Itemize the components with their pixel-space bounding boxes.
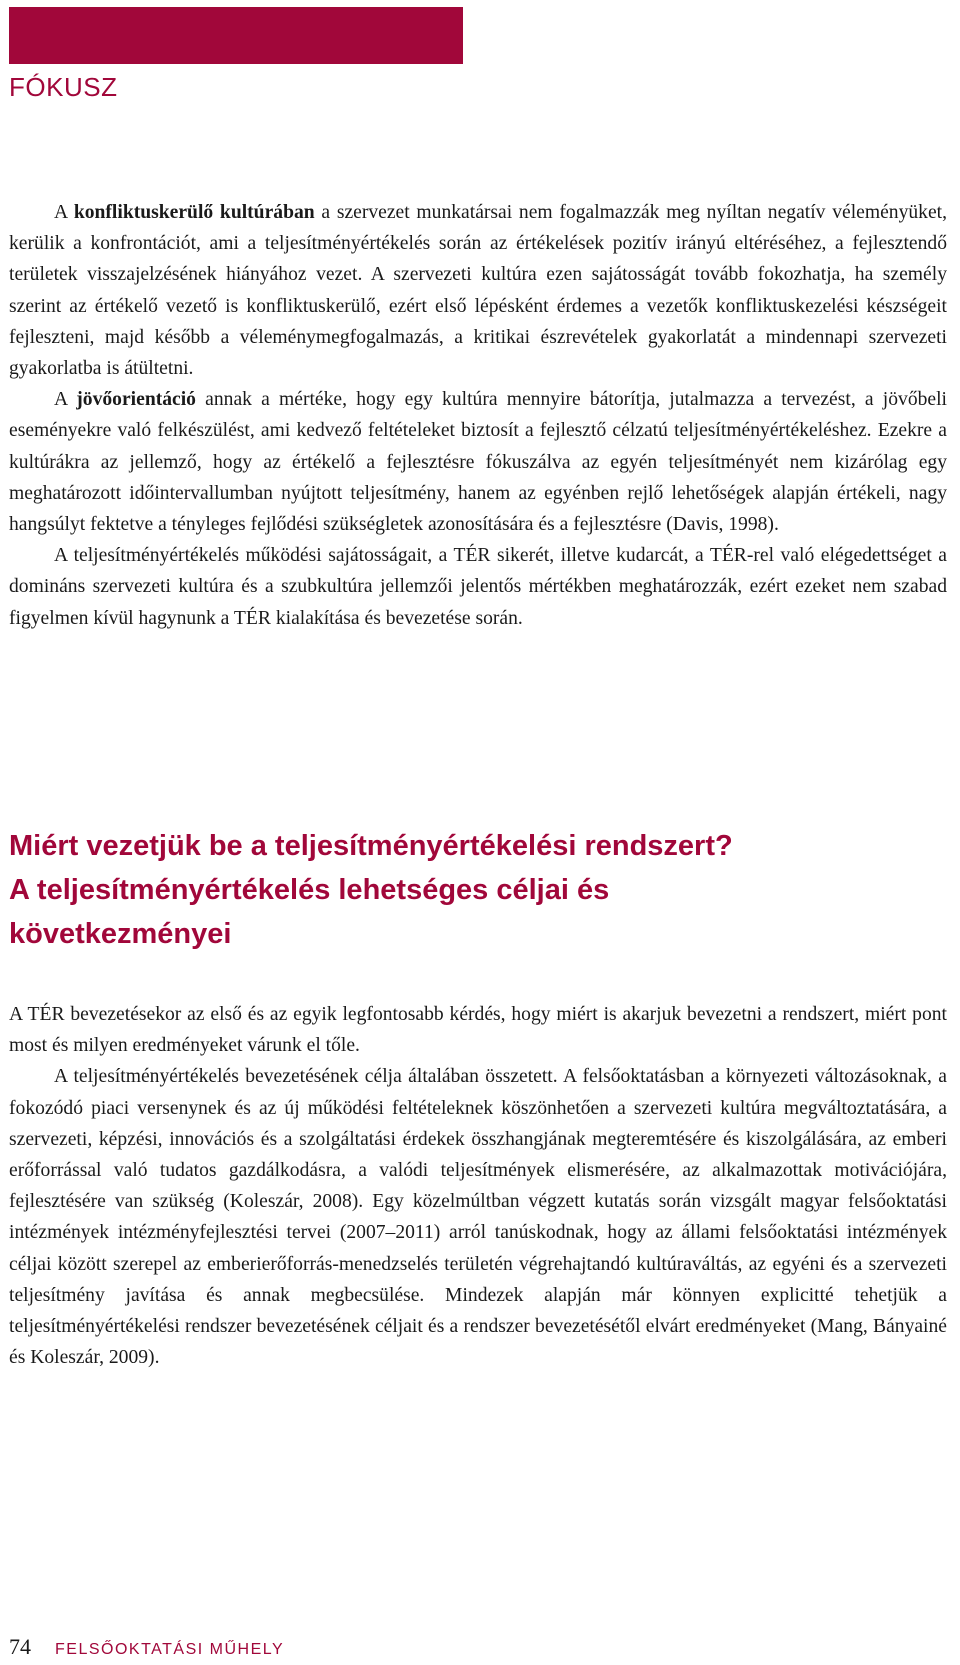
section-heading: [9, 824, 949, 956]
paragraph-lead: A: [54, 389, 77, 411]
section-label: FÓKUSZ: [9, 72, 118, 102]
paragraph-goals: A teljesítményértékelés bevezetésének célja általában összetett. A felsőoktatásban a környezeti változásoknak, a fokozódó piaci versenynek és az új működési feltételeknek köszönhetően a szervezeti kultúra megváltoztatására, a szervezeti, képzési, innovációs és a szolgáltatási érdekek összhangjának megteremtésére és kiszolgálására, az emberi erőforrással való tudatos gazdálkodásra, a valódi teljesítmények elismerésére, az alkalmazottak motivációjára, fejlesztésére van szükség (Koleszár, 2008). Egy közelmúltban végzett kutatás során vizsgált magyar felsőoktatási intézmények intézményfejlesztési tervei (2007–2011) arról tanúskodnak, hogy az állami felsőoktatási intézmények céljai között szerepel az emberierőforrás-menedzselés területén végrehajtandó kultúraváltás, az egyéni és a szervezeti teljesítmény javítása és annak megbecsülése. Mindezek alapján már könnyen explicitté tehetjük a teljesítményértékelési rendszer bevezetésének céljait és a rendszer bevezetésétől elvárt eredményeket (Mang, Bányainé és Koleszár, 2009).: [9, 1066, 947, 1369]
paragraph-body: annak a mértéke, hogy egy kultúra mennyire bátorítja, jutalmazza a tervezést, a jövőbeli eseményekre való felkészülést, ami kedvező feltételeket biztosít a fejlesztő célzatú teljesítményértékeléshez. Ezekre a kultúrákra az jellemző, hogy az értékelő a fejlesztésre fókuszálva az egyén teljesítményét nem kizárólag egy meghatározott időintervallumban nyújtott teljesítmény, hanem az egyénben rejlő lehetőségek alapján értékeli, nagy hangsúlyt fektetve a tényleges fejlődési szükségletek azonosítására és a fejlesztésre (Davis, 1998).: [9, 389, 948, 536]
heading-line-3: következményei: [9, 918, 232, 950]
paragraph-culture-summary: A teljesítményértékelés működési sajátosságait, a TÉR sikerét, illetve kudarcát, a TÉR-rel való elégedettséget a domináns szervezeti kultúra és a szubkultúra jellemzői jelentős mértékben meghatározzák, ezért ezeket nem szabad figyelmen kívül hagynunk a TÉR kialakítása és bevezetése során.: [9, 545, 947, 629]
term-conflict-avoidance: konfliktuskerülő kultúrában: [73, 202, 315, 223]
heading-line-2: A teljesítményértékelés lehetséges céljai és: [9, 874, 610, 906]
body-block-culture: [9, 197, 947, 634]
body-block-goals: [9, 999, 947, 1373]
paragraph-conflict-avoidance: [9, 197, 947, 384]
paragraph-intro: A TÉR bevezetésekor az első és az egyik legfontosabb kérdés, hogy miért is akarjuk bevezetni a rendszert, miért pont most és milyen eredményeket várunk el tőle.: [9, 1004, 947, 1057]
paragraph-future-orientation: [9, 384, 947, 540]
paragraph-body: a szervezet munkatársai nem fogalmazzák meg nyíltan negatív véleményüket, kerülik a konfrontációt, ami a teljesítményértékelés során az értékelések pozitív irányú eltéréséhez, a fejlesztendő területek visszajelzésének hiányához vezet. A szervezeti kultúra ezen sajátosságát tovább fokozhatja, ha személy szerint az értékelő vezető is konfliktuskerülő, ezért első lépésként érdemes a vezetők konfliktuskezelési készségeit fejleszteni, majd később a véleménymegfogalmazás, a kritikai észrevételek gyakorlatát a mindennapi szervezeti gyakorlatba is átültetni.: [9, 202, 948, 380]
term-future-orientation: jövőorientáció: [76, 389, 196, 411]
paragraph-lead: A: [54, 202, 74, 223]
page-footer: [9, 1634, 284, 1660]
header-color-bar: [9, 7, 463, 64]
journal-title: FELSŐOKTATÁSI MŰHELY: [55, 1641, 285, 1658]
heading-line-1: Miért vezetjük be a teljesítményértékelési rendszert?: [9, 830, 733, 862]
page-number: 74: [9, 1634, 31, 1659]
